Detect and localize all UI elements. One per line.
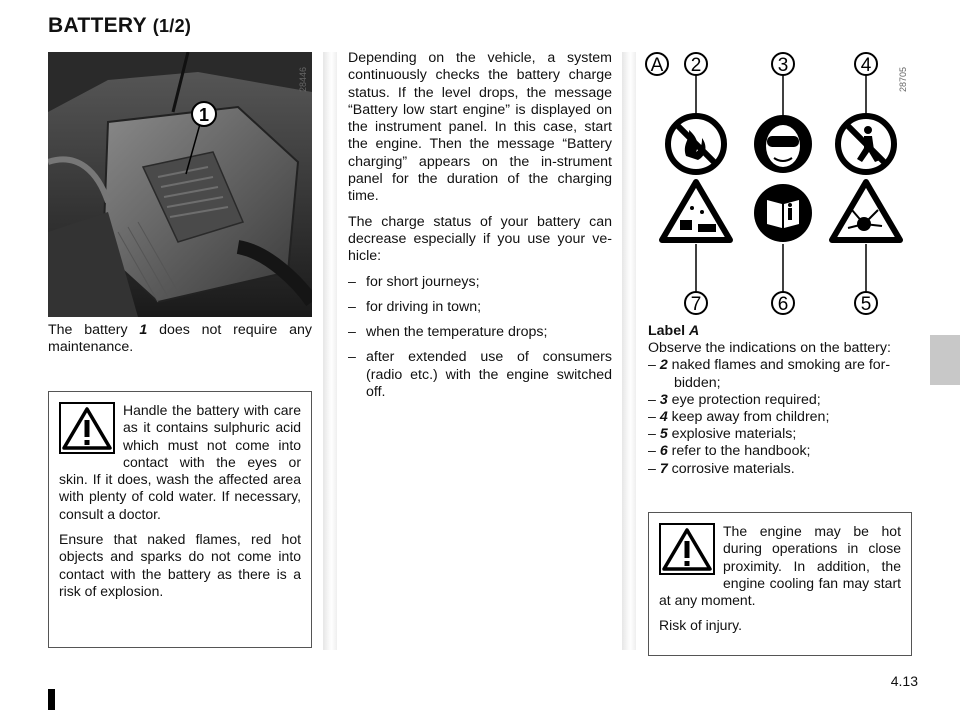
label-intro: Observe the indications on the battery: (648, 340, 891, 357)
label-item-text: keep away from children; (667, 409, 830, 426)
label-legend (648, 323, 916, 478)
keep-away-children-icon (838, 116, 894, 172)
label-item-num: 6 (659, 443, 668, 460)
label-item-text: eye protection required; (667, 391, 821, 408)
list-item: – for driving in town; (348, 298, 482, 315)
figure-num-6: 6 (777, 294, 789, 315)
label-item-num: 3 (659, 391, 668, 408)
column-divider-2 (622, 52, 636, 650)
figure-num-2: 2 (690, 55, 702, 76)
page-title (48, 14, 191, 38)
photo-callout: 1 (198, 105, 210, 125)
figure-num-4: 4 (860, 55, 872, 76)
warning-triangle-icon (59, 402, 115, 454)
column-divider (323, 52, 337, 650)
engine-bay-illustration (48, 52, 312, 317)
list-item-text: after extended use of consumers (radio etc.) with the engine switched off. (366, 349, 612, 401)
list-item-text: for driving in town; (366, 298, 482, 315)
engine-hot-text: The engine may be hot during operations in close proximity. In addition, the engine cooling fan may start at any moment. (659, 523, 901, 609)
label-item-num: 5 (659, 426, 668, 443)
label-item: – 3 eye protection required; (648, 391, 821, 408)
label-item-text: refer to the handbook; (667, 443, 811, 460)
label-heading (648, 323, 916, 340)
label-heading-letter: A (689, 323, 700, 339)
explosion-warning-text: Ensure that naked flames, red hot objects and sparks do not come into contact with the battery as there is a risk of explosion. (59, 531, 301, 599)
label-item-text: explosive materials; (667, 426, 797, 443)
figure-ref: 28705 (898, 66, 908, 92)
figure-num-3: 3 (777, 55, 789, 76)
warning-triangle-icon (659, 523, 715, 575)
page-number: 4.13 (890, 673, 918, 689)
label-item-num: 7 (659, 460, 668, 477)
acid-warning-text: Handle the battery with care as it contains sulphuric acid which must not come into contact with the eyes or skin. If it does, wash the affected area with plenty of cold water. If necessary, consult a doctor. (59, 402, 301, 522)
crop-mark (48, 689, 55, 710)
eye-protection-icon (754, 115, 812, 173)
label-item: – 4 keep away from children; (648, 409, 830, 426)
charge-decrease-paragraph: The charge status of your battery can decrease especially if you use your ve-hicle: (348, 213, 612, 265)
label-item-text: corrosive materials. (667, 460, 795, 477)
photo-caption (48, 322, 312, 357)
list-item: – when the temperature drops; (348, 324, 548, 341)
caption-text-2: does not require any maintenance. (48, 322, 312, 356)
list-item-text: when the temperature drops; (366, 324, 548, 341)
charge-status-paragraph: Depending on the vehicle, a system continuously checks the battery charge status. If the level drops, the message “Battery low start engine” is displayed on the instrument panel. In this case, start the engine. Then the message “Battery charging” appears on the in-strument panel for the duration of the charging time. (348, 50, 612, 205)
engine-hot-warning-box (648, 512, 912, 656)
battery-photo (48, 52, 312, 317)
list-item: – after extended use of consumers (radio etc.) with the engine switched off. (348, 349, 612, 401)
chapter-tab (930, 335, 960, 385)
list-item-text: for short journeys; (366, 273, 480, 290)
middle-column (348, 50, 612, 409)
photo-ref: 28446 (298, 66, 308, 92)
corrosive-icon (662, 182, 730, 240)
figure-letter: A (650, 55, 664, 76)
label-item-text: naked flames and smoking are for- (667, 357, 891, 374)
title-main: BATTERY (48, 14, 147, 37)
list-item: – for short journeys; (348, 273, 480, 290)
label-item: – 2 naked flames and smoking are for- (648, 357, 891, 374)
acid-warning-box (48, 391, 312, 648)
label-item: – 6 refer to the handbook; (648, 443, 811, 460)
label-item-num: 4 (659, 409, 668, 426)
no-flames-icon (668, 116, 724, 172)
battery-label-figure (642, 48, 912, 318)
title-part: (1/2) (152, 16, 192, 36)
figure-num-5: 5 (860, 294, 872, 315)
injury-risk-text: Risk of injury. (659, 617, 742, 634)
explosive-icon (832, 182, 900, 240)
label-heading-text: Label (648, 323, 689, 339)
figure-num-7: 7 (690, 294, 702, 315)
caption-text: The battery (48, 322, 140, 338)
caption-item: 1 (139, 322, 148, 338)
label-item: – 5 explosive materials; (648, 426, 797, 443)
label-item: – 7 corrosive materials. (648, 460, 795, 477)
label-item-num: 2 (659, 357, 668, 374)
label-item-cont: bidden; (674, 374, 721, 391)
handbook-icon (754, 184, 812, 242)
